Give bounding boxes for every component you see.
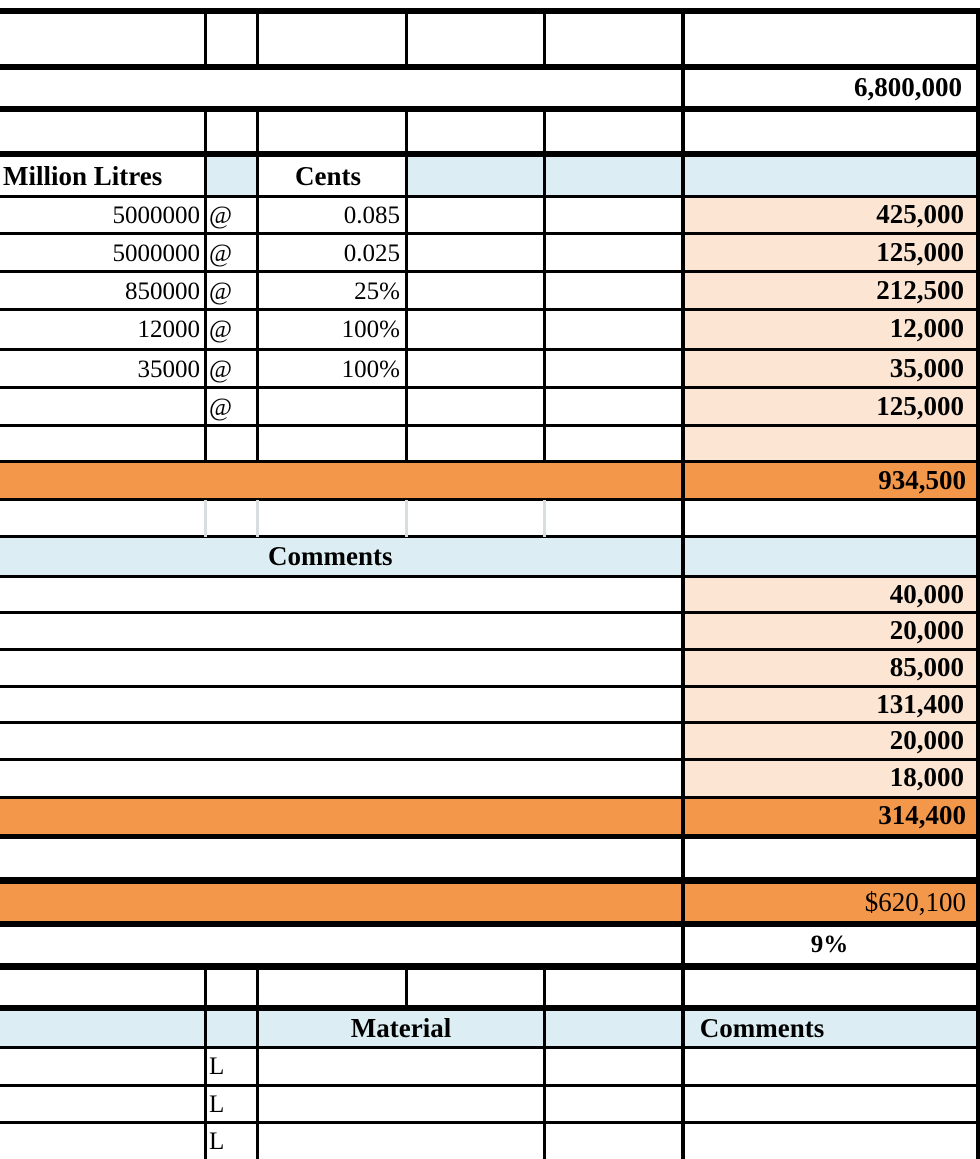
row-rate: 0.025 bbox=[343, 240, 400, 267]
material-row-marker: L bbox=[209, 1053, 225, 1080]
row-rate: 25% bbox=[354, 278, 400, 305]
row-at-symbol: @ bbox=[209, 240, 233, 267]
row-amount: 125,000 bbox=[876, 391, 964, 421]
row-rate: 0.085 bbox=[343, 202, 400, 229]
row-quantity: 12000 bbox=[137, 316, 200, 343]
comment-row-amount: 20,000 bbox=[889, 615, 964, 645]
comment-row-amount: 131,400 bbox=[876, 689, 964, 719]
row-amount: 35,000 bbox=[889, 353, 964, 383]
row-quantity: 35000 bbox=[137, 356, 200, 383]
row-at-symbol: @ bbox=[209, 356, 233, 383]
top-total-value: 6,800,000 bbox=[854, 72, 962, 102]
section2-total-value: 314,400 bbox=[878, 800, 966, 830]
comment-row-amount: 40,000 bbox=[889, 579, 964, 609]
material-row-marker: L bbox=[209, 1128, 225, 1155]
row-amount: 212,500 bbox=[876, 275, 964, 305]
row-at-symbol: @ bbox=[209, 316, 233, 343]
column-header-million-litres: Million Litres bbox=[3, 161, 163, 191]
column-header-cents: Cents bbox=[295, 161, 361, 191]
row-at-symbol: @ bbox=[209, 278, 233, 305]
column-header-comments-2: Comments bbox=[699, 1013, 825, 1043]
row-rate: 100% bbox=[341, 316, 400, 343]
column-header-comments: Comments bbox=[268, 541, 393, 571]
row-amount: 125,000 bbox=[876, 237, 964, 267]
comment-row-amount: 85,000 bbox=[889, 652, 964, 682]
row-amount: 425,000 bbox=[876, 199, 964, 229]
net-total-value: $620,100 bbox=[864, 887, 966, 917]
material-row-marker: L bbox=[209, 1091, 225, 1118]
row-rate: 100% bbox=[341, 356, 400, 383]
percent-value: 9% bbox=[810, 931, 849, 958]
section1-total-value: 934,500 bbox=[878, 465, 966, 495]
comment-row-amount: 20,000 bbox=[889, 725, 964, 755]
row-at-symbol: @ bbox=[209, 394, 233, 421]
row-amount: 12,000 bbox=[889, 313, 964, 343]
row-at-symbol: @ bbox=[209, 202, 233, 229]
row-quantity: 5000000 bbox=[112, 202, 200, 229]
row-quantity: 850000 bbox=[125, 278, 200, 305]
header-fill-row-comments bbox=[0, 537, 980, 577]
row-quantity: 5000000 bbox=[112, 240, 200, 267]
comment-row-amount: 18,000 bbox=[889, 762, 964, 792]
column-header-material: Material bbox=[350, 1013, 452, 1043]
